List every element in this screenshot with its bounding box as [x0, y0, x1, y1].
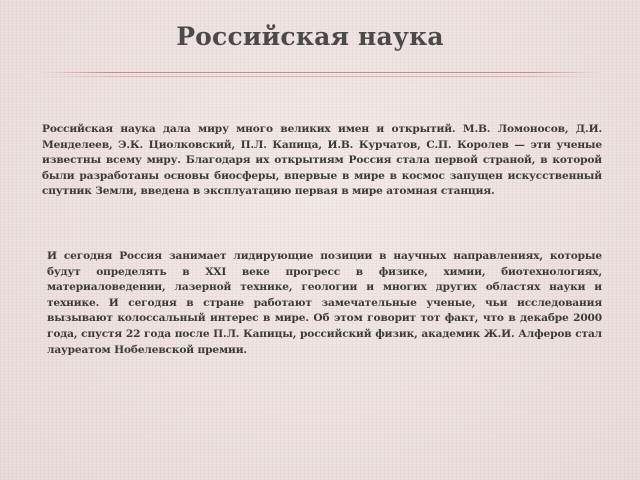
title-divider [40, 72, 600, 74]
divider-line-top [40, 72, 600, 73]
paragraph-present: И сегодня Россия занимает лидирующие позиции в научных направлениях, которые будут определять в XXI веке прогресс в физике, химии, биотехнологиях, материаловедении, лазерной технике, геологии и многих других областях науки и технике. И сегодня в стране работают замечательные ученые, чьи исследования вызывают колоссальный интерес в мире. Об этом говорит тот факт, что в декабре 2000 года, спустя 22 года после П.Л. Капицы, российский физик, академик Ж.И. Алферов стал лауреатом Нобелевской премии. [47, 250, 602, 356]
paragraph-history: Российская наука дала миру много великих имен и открытий. М.В. Ломоносов, Д.И. Менделеев, Э.К. Циолковский, П.Л. Капица, И.В. Курчатов, С.П. Королев — эти ученые известны всему миру. Благодаря их открытиям Россия стала первой страной, в которой были разработаны основы биосферы, впервые в мире в космос запущен искусственный спутник Земли, введена в эксплуатацию первая в мире атомная станция. [42, 123, 602, 198]
divider-line-bottom [40, 76, 600, 77]
slide-title: Российская наука [176, 22, 444, 51]
